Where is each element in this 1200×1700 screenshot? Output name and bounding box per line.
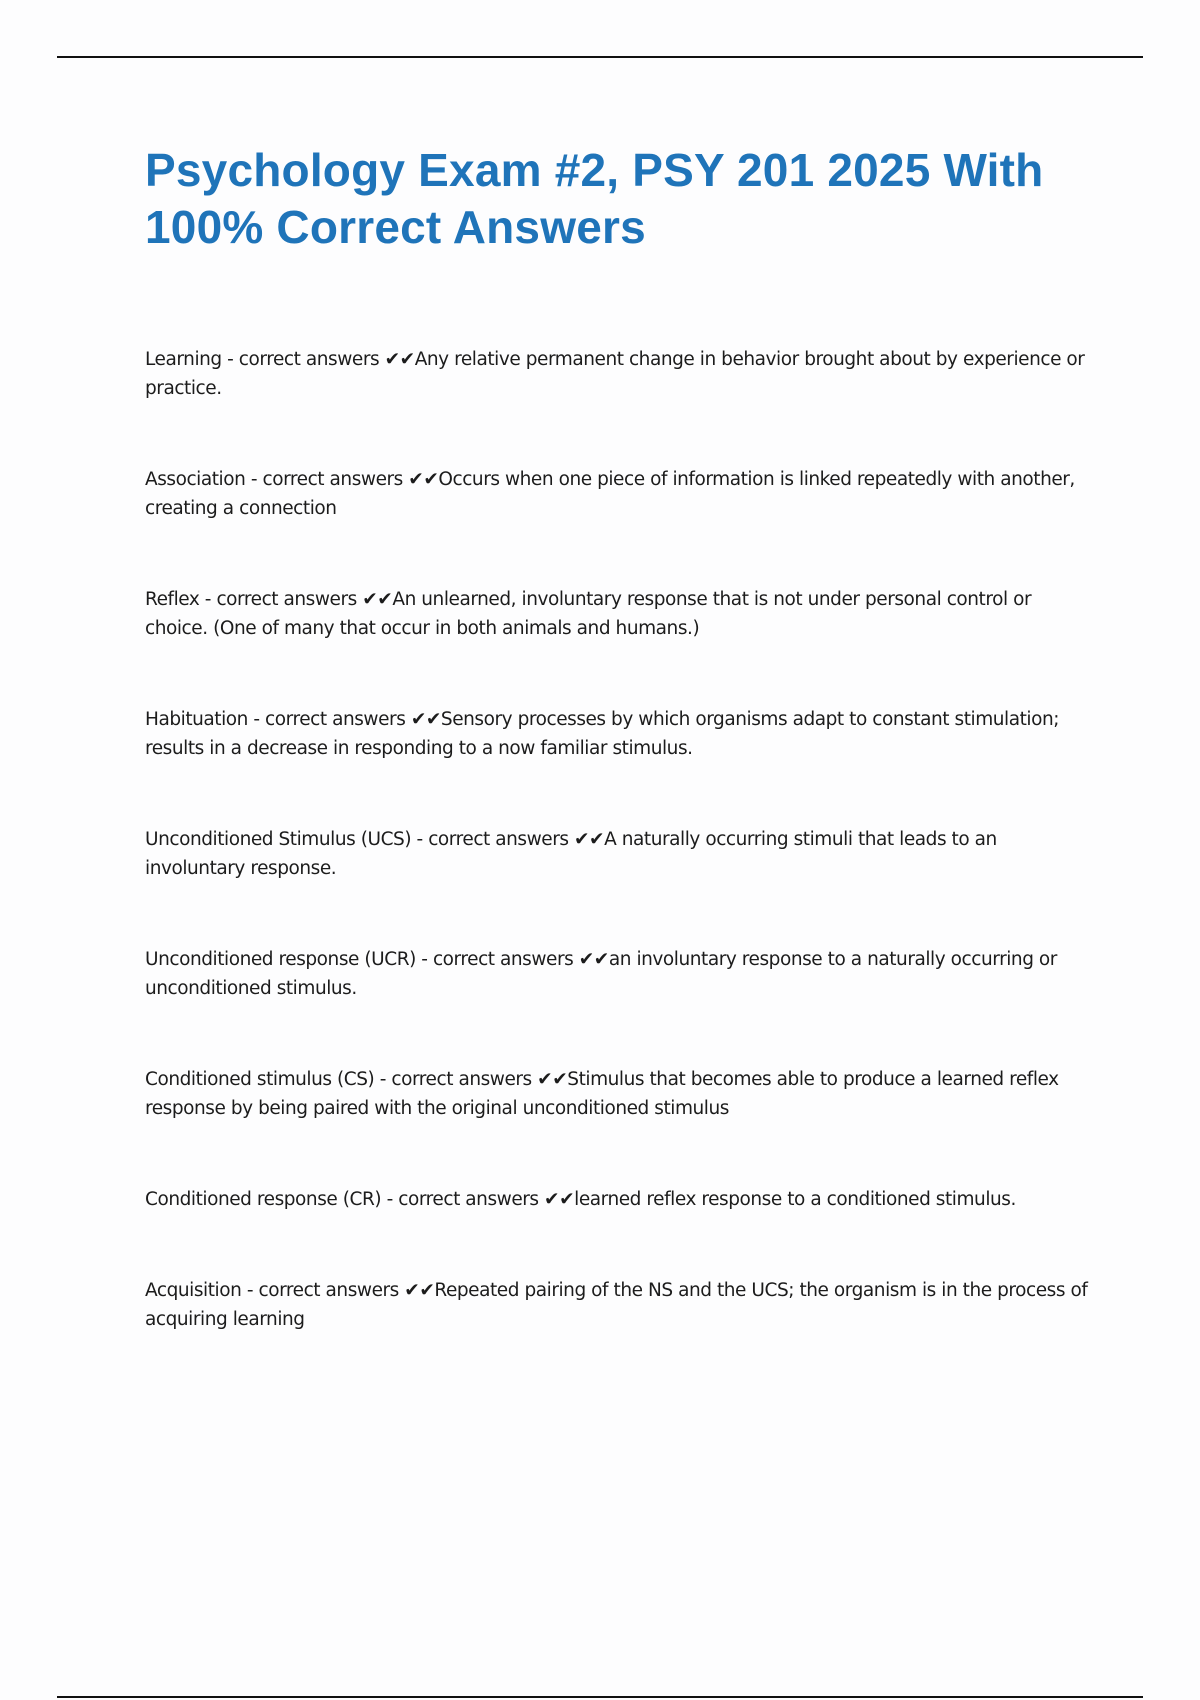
qa-definition: Any relative permanent change in behavior brought about by experience or practice. (145, 349, 1085, 399)
qa-item-unconditioned-stimulus (145, 825, 1090, 883)
qa-definition: An unlearned, involuntary response that is not under personal control or choice. (One of many that occur in both animals and humans.) (145, 589, 1032, 639)
qa-separator: - correct answers ✔✔ (381, 1189, 575, 1210)
qa-item-association (145, 465, 1090, 523)
qa-term: Conditioned stimulus (CS) (145, 1069, 375, 1090)
qa-term: Learning (145, 349, 222, 370)
qa-definition: learned reflex response to a conditioned stimulus. (574, 1189, 1016, 1210)
qa-definition: Occurs when one piece of information is linked repeatedly with another, creating a connection (145, 469, 1075, 519)
qa-separator: - correct answers ✔✔ (374, 1069, 568, 1090)
qa-definition: A naturally occurring stimuli that leads to an involuntary response. (145, 829, 997, 879)
qa-separator: - correct answers ✔✔ (245, 469, 439, 490)
qa-definition: Sensory processes by which organisms adapt to constant stimulation; results in a decrease in responding to a now familiar stimulus. (145, 709, 1060, 759)
qa-item-conditioned-stimulus (145, 1065, 1090, 1123)
qa-term: Acquisition (145, 1280, 242, 1301)
qa-item-habituation (145, 705, 1090, 763)
qa-separator: - correct answers ✔✔ (415, 949, 609, 970)
qa-item-learning (145, 345, 1090, 403)
qa-separator: - correct answers ✔✔ (199, 589, 393, 610)
footer-rule (57, 1696, 1143, 1698)
qa-term: Unconditioned Stimulus (UCS) (145, 829, 412, 850)
qa-separator: - correct answers ✔✔ (241, 1280, 435, 1301)
header-rule (57, 56, 1143, 58)
qa-item-acquisition (145, 1276, 1090, 1334)
qa-term: Reflex (145, 589, 200, 610)
qa-term: Unconditioned response (UCR) (145, 949, 416, 970)
qa-separator: - correct answers ✔✔ (221, 349, 415, 370)
qa-term: Habituation (145, 709, 248, 730)
qa-list (145, 345, 1090, 1396)
qa-item-unconditioned-response (145, 945, 1090, 1003)
qa-definition: an involuntary response to a naturally occurring or unconditioned stimulus. (145, 949, 1057, 999)
qa-item-reflex (145, 585, 1090, 643)
qa-term: Conditioned response (CR) (145, 1189, 382, 1210)
qa-item-conditioned-response (145, 1185, 1090, 1214)
qa-definition: Stimulus that becomes able to produce a learned reflex response by being paired with the original unconditioned stimulus (145, 1069, 1059, 1119)
qa-definition: Repeated pairing of the NS and the UCS; the organism is in the process of acquiring learning (145, 1280, 1088, 1330)
qa-term: Association (145, 469, 246, 490)
qa-separator: - correct answers ✔✔ (411, 829, 605, 850)
qa-separator: - correct answers ✔✔ (247, 709, 441, 730)
document-title: Psychology Exam #2, PSY 201 2025 With 100% Correct Answers (145, 144, 1044, 253)
